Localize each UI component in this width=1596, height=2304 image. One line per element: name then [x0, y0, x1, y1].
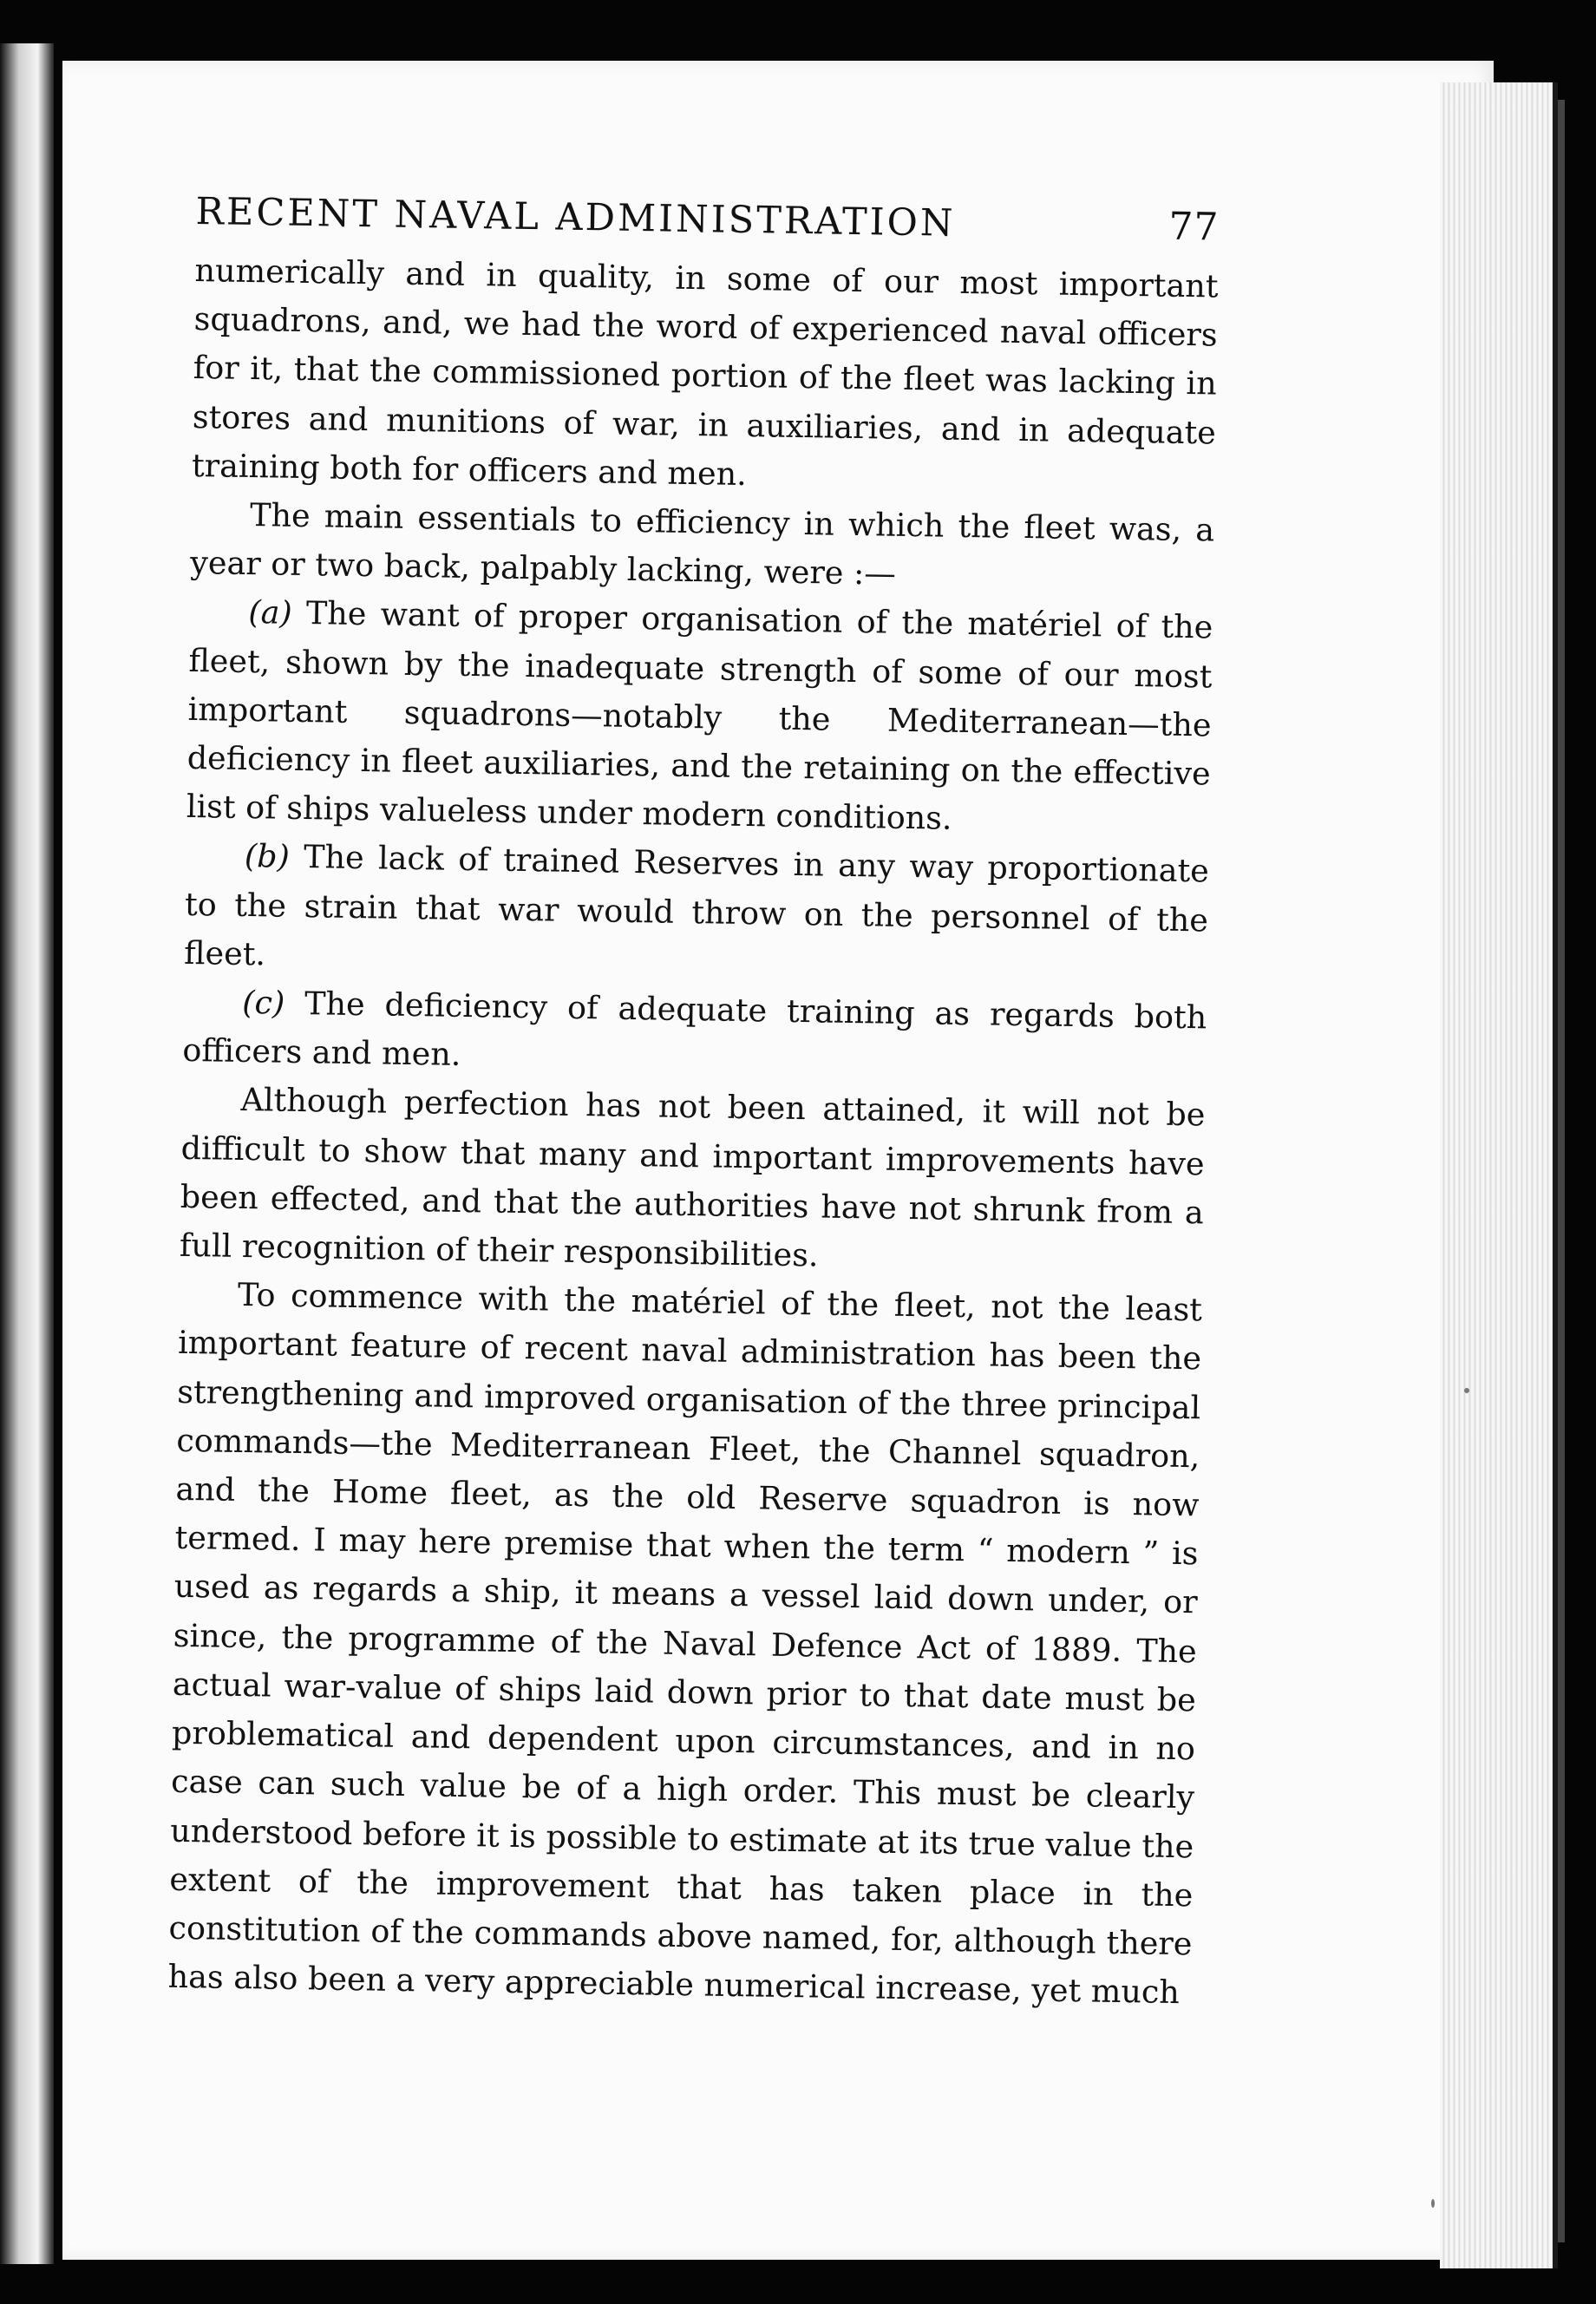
list-marker-c: (c)	[242, 984, 285, 1022]
list-marker-a: (a)	[248, 593, 292, 632]
list-marker-b: (b)	[244, 837, 291, 876]
paragraph-essentials: The main essentials to efficiency in which the fleet was, a year or two back, palpably lacking, were :—	[189, 496, 1215, 592]
page-block-edges	[1440, 82, 1558, 2268]
paragraph-improvements: Although perfection has not been attained, it will not be difficult to show that many and important improvements have been effected, and that the authorities have not shrunk from a full recognition of their responsibilities.	[179, 1081, 1206, 1274]
page-text-block	[167, 190, 1220, 2018]
list-item-a	[186, 587, 1213, 848]
paper-speck	[1431, 2199, 1435, 2208]
paragraph-continuation: numerically and in quality, in some of our most important squadrons, and, we had the word of experienced naval officers for it, that the commissioned portion of the fleet was lacking in stores and munitions of war, in auxiliaries, and in adequate training both for officers and men.	[191, 251, 1219, 493]
list-item-b-text: The lack of trained Reserves in any way proportionate to the strain that war would throw on the personnel of the fleet.	[183, 838, 1210, 973]
list-item-c-text: The deficiency of adequate training as regards both officers and men.	[182, 985, 1207, 1074]
paper-speck	[1464, 1388, 1469, 1393]
list-item-c	[182, 978, 1207, 1091]
running-title: RECENT NAVAL ADMINISTRATION	[195, 190, 956, 245]
page-number: 77	[1168, 204, 1220, 250]
list-item-a-text: The want of proper organisation of the matériel of the fleet, shown by the inadequate strength of some of our most important squadrons—notably the Mediterranean—the deficiency in fleet auxiliaries, and the retaining on the effective list of ships valueless under modern conditions.	[186, 594, 1213, 838]
paragraph-materiel: To commence with the matériel of the fleet, not the least important feature of recent naval administration has been the strengthening and improved organisation of the three principal commands—the Mediterranean Fleet, the Channel squadron, and the Home fleet, as the old Reserve squadron is now termed. I may here premise that when the term “ modern ” is used as regards a ship, it means a vessel laid down under, or since, the programme of the Naval Defence Act of 1889. The actual war-value of ships laid down prior to that date must be problematical and dependent upon circumstances, and in no case can such value be of a high order. This must be clearly understood before it is possible to estimate at its true value the extent of the improvement that has taken place in the constitution of the commands above named, for, although there has also been a very appreciable numerical increase, yet much	[167, 1276, 1203, 2012]
facing-page-edge	[0, 43, 54, 2264]
list-item-b	[184, 831, 1210, 993]
